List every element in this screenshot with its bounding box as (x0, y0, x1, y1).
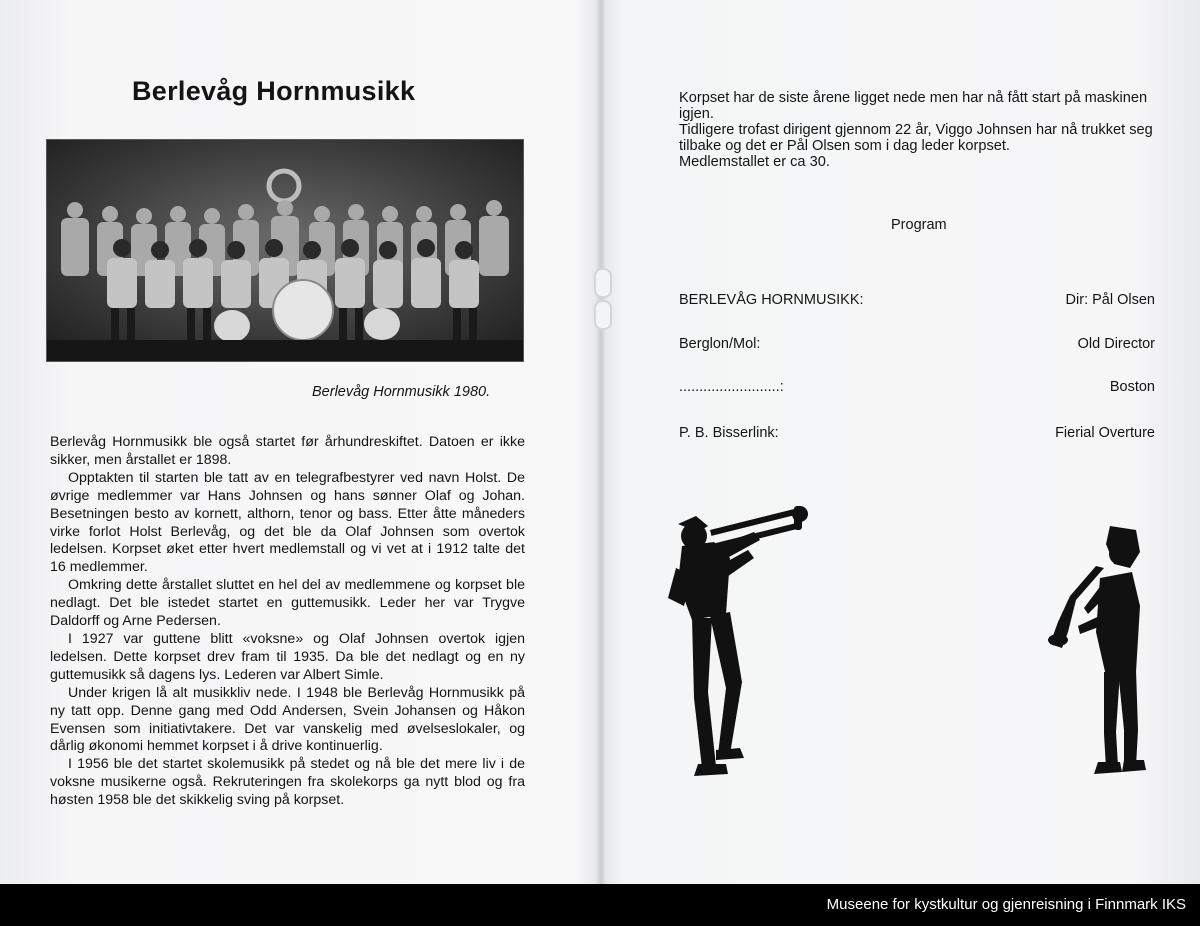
page-title: Berlevåg Hornmusikk (132, 76, 416, 106)
band-group-photo-icon (47, 140, 523, 361)
program-row (679, 336, 1155, 356)
program-piece: P. B. Bisserlink: (679, 425, 779, 441)
footer-bar (0, 884, 1200, 926)
history-paragraph: Under krigen lå alt musikkliv nede. I 1948 ble Berlevåg Hornmusikk på ny tatt opp. Denne gang med Odd Andersen, Svein Johansen og Håkon Evensen som initiativtakere. Det var vanskelig med øvelseslokaler, og dårlig økonomi hemmet korpset i å drive kontinuerlig. (50, 684, 525, 755)
history-paragraph: Omkring dette årstallet sluttet en hel del av medlemmene og korpset ble nedlagt. Det ble istedet startet en guttemusikk. Leder her var Trygve Daldorff og Arne Pedersen. (50, 577, 525, 630)
intro-paragraph: Medlemstallet er ca 30. (679, 154, 830, 170)
program-row (679, 292, 1155, 312)
photo-caption: Berlevåg Hornmusikk 1980. (312, 384, 491, 400)
program-piece: .........................: (679, 379, 784, 395)
saxophone-player-icon (1044, 522, 1146, 778)
staple-top (594, 268, 612, 298)
program-detail: Dir: Pål Olsen (1065, 292, 1155, 308)
band-photo (46, 139, 524, 362)
history-text (50, 434, 525, 810)
program-row (679, 425, 1155, 445)
booklet-spine (596, 0, 606, 884)
staple-bottom (594, 300, 612, 330)
intro-text (679, 90, 1159, 170)
program-heading: Program (891, 217, 947, 233)
trombone-player-icon (668, 502, 816, 780)
intro-paragraph: Korpset har de siste årene ligget nede men har nå fått start på maskinen igjen. (679, 90, 1148, 122)
history-paragraph: I 1927 var guttene blitt «voksne» og Olaf Johnsen overtok igjen ledelsen. Dette korpset drev fram til 1935. Da ble det nedlagt og en ny guttemusikk så dagens lys. Lederen var Albert Simle. (50, 630, 525, 683)
program-detail: Old Director (1077, 336, 1155, 352)
program-piece: BERLEVÅG HORNMUSIKK: (679, 292, 864, 308)
program-row (679, 379, 1155, 399)
history-paragraph: I 1956 ble det startet skolemusikk på stedet og nå ble det mere liv i de voksne musikerne også. Rekruteringen fra skolekorps ga nytt blod og fra høsten 1958 ble det skikkelig sving på korpset. (50, 756, 525, 809)
program-piece: Berglon/Mol: (679, 336, 761, 352)
history-paragraph: Opptakten til starten ble tatt av en telegrafbestyrer ved navn Holst. De øvrige medlemmer var Hans Johnsen og hans sønner Olaf og Johan. Besetningen besto av kornett, althorn, tenor og bass. Etter åtte måneders virke forlot Holst Berlevåg, og det ble da Olaf Johnsen som overtok ledelsen. Korpset øket etter hvert medlemstall og vi vet at i 1912 talte det 16 medlemmer. (50, 469, 525, 576)
program-detail: Boston (1109, 379, 1155, 395)
program-detail: Fierial Overture (1055, 425, 1155, 441)
museum-credit: Museene for kystkultur og gjenreisning i Finnmark IKS (826, 896, 1186, 913)
intro-paragraph: Tidligere trofast dirigent gjennom 22 år, Viggo Johnsen har nå trukket seg tilbake og det er Pål Olsen som i dag leder korpset. (679, 122, 1153, 154)
history-paragraph: Berlevåg Hornmusikk ble også startet før århundreskiftet. Datoen er ikke sikker, men årstallet er 1898. (50, 434, 525, 468)
